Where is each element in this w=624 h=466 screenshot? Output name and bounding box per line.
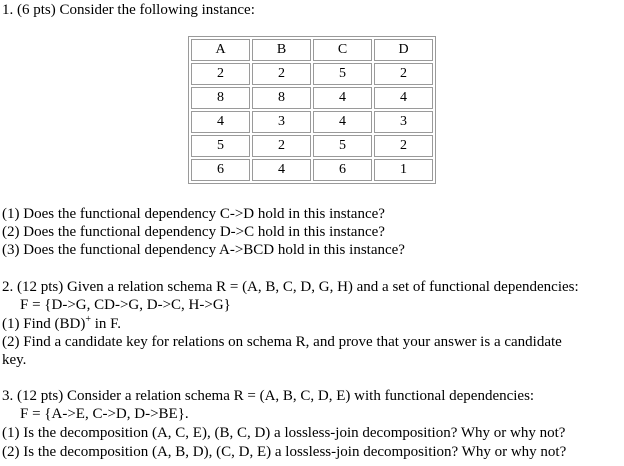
q2-part-1-prefix: (1) Find (BD) [2,316,86,332]
table-cell: 8 [252,87,311,109]
table-cell: 6 [313,159,372,181]
q2-part-2-line-2: key. [2,352,27,368]
closure-superscript: + [85,314,91,325]
table-cell: 3 [374,111,433,133]
q1-part-1: (1) Does the functional dependency C->D hold in this instance? [2,206,385,222]
table-cell: 2 [252,135,311,157]
table-header-cell: C [313,39,372,61]
table-cell: 3 [252,111,311,133]
table-header-row [191,39,433,61]
table-cell: 4 [374,87,433,109]
table-cell: 5 [313,63,372,85]
table-cell: 2 [374,135,433,157]
table-cell: 1 [374,159,433,181]
table-cell: 4 [313,87,372,109]
table-cell: 6 [191,159,250,181]
q2-part-1 [2,316,121,333]
q2-part-2-line-1: (2) Find a candidate key for relations on schema R, and prove that your answer is a candidate [2,334,562,350]
q3-heading: 3. (12 pts) Consider a relation schema R = (A, B, C, D, E) with functional dependencies: [2,388,535,404]
table-row [191,135,433,157]
table-cell: 5 [313,135,372,157]
q2-fd-set: F = {D->G, CD->G, D->C, H->G} [20,297,231,313]
table-header-cell: B [252,39,311,61]
table-cell: 4 [313,111,372,133]
table-row [191,111,433,133]
table-cell: 2 [252,63,311,85]
table-row [191,159,433,181]
table-cell: 5 [191,135,250,157]
table-cell: 4 [252,159,311,181]
table-row [191,87,433,109]
q3-fd-set: F = {A->E, C->D, D->BE}. [20,406,189,422]
q1-part-3: (3) Does the functional dependency A->BCD hold in this instance? [2,242,405,258]
q1-part-2: (2) Does the functional dependency D->C hold in this instance? [2,224,385,240]
table-header-cell: A [191,39,250,61]
table-cell: 2 [191,63,250,85]
q2-heading: 2. (12 pts) Given a relation schema R = (A, B, C, D, G, H) and a set of functional dependencies: [2,279,579,295]
table-row [191,63,433,85]
q2-part-1-suffix: in F. [90,316,122,332]
q3-part-2: (2) Is the decomposition (A, B, D), (C, D, E) a lossless-join decomposition? Why or why not? [2,444,567,460]
table-cell: 8 [191,87,250,109]
q1-heading: 1. (6 pts) Consider the following instance: [2,2,255,18]
q3-part-1: (1) Is the decomposition (A, C, E), (B, C, D) a lossless-join decomposition? Why or why not? [2,425,566,441]
table-cell: 4 [191,111,250,133]
instance-table [188,36,436,184]
table-cell: 2 [374,63,433,85]
table-header-cell: D [374,39,433,61]
